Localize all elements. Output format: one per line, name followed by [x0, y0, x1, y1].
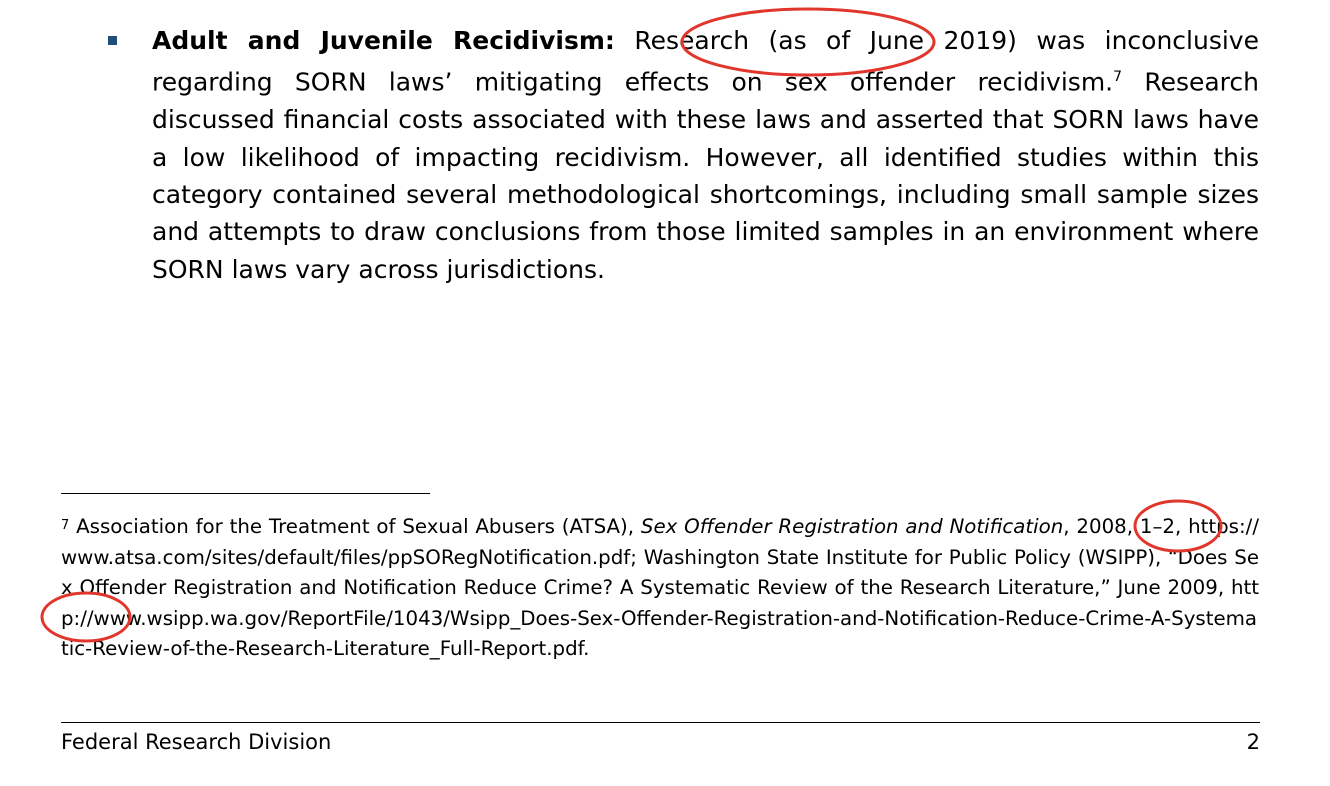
bullet-square-icon [108, 36, 117, 45]
page-number: 2 [1246, 730, 1260, 754]
footer-separator [61, 722, 1260, 723]
recidivism-paragraph [152, 22, 1259, 288]
footnote-part1: Association for the Treatment of Sexual Abusers (ATSA), [76, 515, 635, 538]
footnote-title: Sex Offender Registration and Notification [640, 515, 1064, 538]
paragraph-text-after: Research discussed financial costs associated with these laws and asserted that SORN laws have a low likelihood of impacting recidivism. However, all identified studies within this category contained several methodological shortcomings, including small sample sizes and attempts to draw conclusions from those limited samples in an environment where SORN laws vary across jurisdictions. [152, 67, 1260, 284]
footnote-separator [61, 493, 430, 494]
paragraph-text-before: Research (as of June 2019) was inconclusive regarding SORN laws’ mitigating effects on sex offender recidivism. [152, 26, 1259, 97]
paragraph-heading: Adult and Juvenile Recidivism: [152, 26, 615, 55]
footnote-7 [61, 512, 1259, 665]
footer-organization: Federal Research Division [61, 730, 332, 754]
footnote-number: 7 [61, 518, 70, 533]
footnote-part2: , 2008, 1–2, https://www.atsa.com/sites/default/files/ppSORegNotification.pdf; Washington State Institute for Public Policy (WSIPP), “Does Sex Offender Registration and Notification Reduce Crime? A Systematic Review of the Research Literature,” June 2009, http://www.wsipp.wa.gov/ReportFile/1043/Wsipp_Does-Sex-Offender-Registration-and-Notification-Reduce-Crime-A-Systematic-Review-of-the-Research-Literature_Full-Report.pdf. [61, 515, 1259, 660]
footnote-reference[interactable]: 7 [1113, 69, 1123, 86]
